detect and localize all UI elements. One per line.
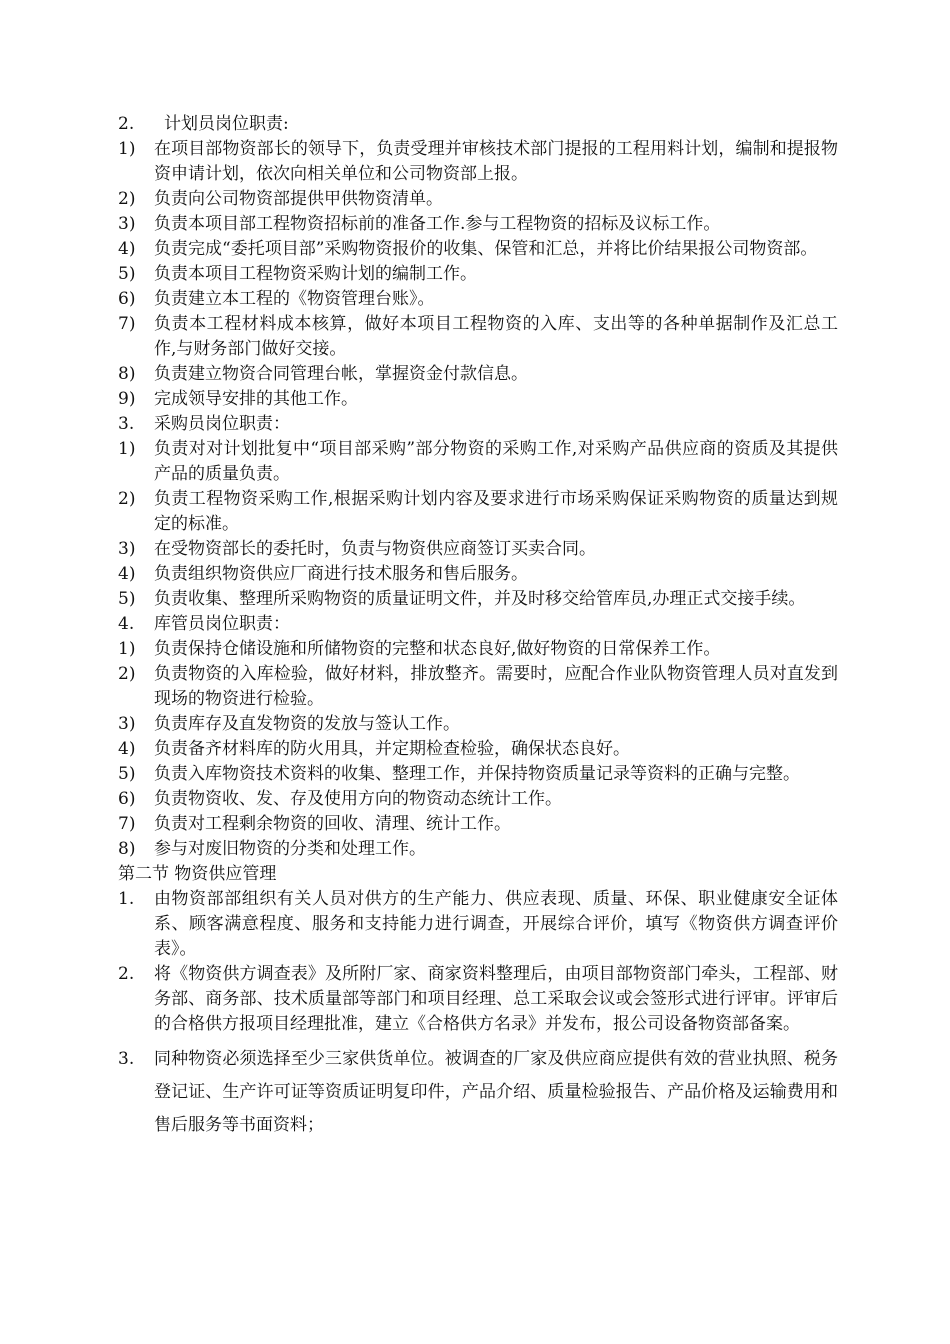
item-number: 2. (118, 964, 135, 984)
section-heading-planner (118, 112, 838, 137)
item-text: 负责入库物资技术资料的收集、整理工作，并保持物资质量记录等资料的正确与完整。 (154, 764, 800, 784)
item-text: 负责组织物资供应厂商进行技术服务和售后服务。 (154, 564, 528, 584)
item-text: 负责物资的入库检验，做好材料，排放整齐。需要时，应配合作业队物资管理人员对直发到现场的物资进行检验。 (154, 664, 838, 709)
item-text: 负责库存及直发物资的发放与签认工作。 (154, 714, 460, 734)
item-text: 同种物资必须选择至少三家供货单位。被调查的厂家及供应商应提供有效的营业执照、税务登记证、生产许可证等资质证明复印件，产品介绍、质量检验报告、产品价格及运输费用和售后服务等书面资料； (154, 1049, 838, 1135)
list-item (118, 637, 838, 662)
item-text: 负责备齐材料库的防火用具，并定期检查检验，确保状态良好。 (154, 739, 630, 759)
item-number: 5) (118, 764, 136, 784)
item-number: 4) (118, 739, 136, 759)
item-text: 负责保持仓储设施和所储物资的完整和状态良好,做好物资的日常保养工作。 (154, 639, 721, 659)
item-number: 4) (118, 239, 136, 259)
item-text: 负责工程物资采购工作,根据采购计划内容及要求进行市场采购保证采购物资的质量达到规定的标准。 (154, 489, 838, 534)
list-item (118, 1043, 838, 1142)
item-number: 6) (118, 789, 136, 809)
section-title: 采购员岗位职责： (154, 414, 290, 434)
item-text: 完成领导安排的其他工作。 (154, 389, 358, 409)
list-item (118, 712, 838, 737)
list-item (118, 487, 838, 537)
item-text: 负责物资收、发、存及使用方向的物资动态统计工作。 (154, 789, 562, 809)
item-number: 2) (118, 189, 136, 209)
item-number: 1) (118, 639, 136, 659)
item-text: 参与对废旧物资的分类和处理工作。 (154, 839, 426, 859)
list-item (118, 962, 838, 1037)
list-item (118, 187, 838, 212)
list-item (118, 787, 838, 812)
list-item (118, 587, 838, 612)
list-item (118, 437, 838, 487)
list-item (118, 662, 838, 712)
section-number: 4. (118, 614, 135, 634)
item-number: 9) (118, 389, 136, 409)
item-text: 负责建立物资合同管理台帐，掌握资金付款信息。 (154, 364, 528, 384)
item-text: 负责收集、整理所采购物资的质量证明文件，并及时移交给管库员,办理正式交接手续。 (154, 589, 806, 609)
list-item (118, 837, 838, 862)
item-number: 8) (118, 364, 136, 384)
item-text: 负责本项目工程物资采购计划的编制工作。 (154, 264, 477, 284)
item-number: 7) (118, 814, 136, 834)
item-text: 负责完成“委托项目部”采购物资报价的收集、保管和汇总，并将比价结果报公司物资部。 (154, 239, 818, 259)
item-text: 在受物资部长的委托时，负责与物资供应商签订买卖合同。 (154, 539, 596, 559)
list-item (118, 237, 838, 262)
item-number: 2) (118, 664, 136, 684)
list-item (118, 887, 838, 962)
item-text: 负责本项目部工程物资招标前的准备工作.参与工程物资的招标及议标工作。 (154, 214, 721, 234)
item-number: 2) (118, 489, 136, 509)
item-number: 6) (118, 289, 136, 309)
list-item (118, 362, 838, 387)
item-number: 3. (118, 1049, 135, 1069)
item-text: 负责对工程剩余物资的回收、清理、统计工作。 (154, 814, 511, 834)
item-number: 7) (118, 314, 136, 334)
list-item (118, 212, 838, 237)
planner-duties-list (118, 137, 838, 412)
section-number: 3. (118, 414, 135, 434)
item-number: 3) (118, 214, 136, 234)
supply-management-list (118, 887, 838, 1142)
item-number: 5) (118, 264, 136, 284)
item-number: 1) (118, 439, 136, 459)
section-heading-purchaser (118, 412, 838, 437)
item-number: 3) (118, 539, 136, 559)
item-text: 由物资部部组织有关人员对供方的生产能力、供应表现、质量、环保、职业健康安全证体系、顾客满意程度、服务和支持能力进行调查，开展综合评价，填写《物资供方调查评价表》。 (154, 889, 838, 959)
section-title: 库管员岗位职责： (154, 614, 290, 634)
item-text: 负责向公司物资部提供甲供物资清单。 (154, 189, 443, 209)
item-text: 负责对对计划批复中“项目部采购”部分物资的采购工作,对采购产品供应商的资质及其提供产品的质量负责。 (154, 439, 838, 484)
item-number: 4) (118, 564, 136, 584)
item-number: 3) (118, 714, 136, 734)
list-item (118, 312, 838, 362)
list-item (118, 562, 838, 587)
item-text: 将《物资供方调查表》及所附厂家、商家资料整理后，由项目部物资部门牵头，工程部、财务部、商务部、技术质量部等部门和项目经理、总工采取会议或会签形式进行评审。评审后的合格供方报项目经理批准，建立《合格供方名录》并发布，报公司设备物资部备案。 (154, 964, 838, 1034)
section-number: 2. (118, 114, 135, 134)
section-title: 计划员岗位职责: (164, 114, 289, 134)
list-item (118, 387, 838, 412)
list-item (118, 737, 838, 762)
item-text: 负责本工程材料成本核算，做好本项目工程物资的入库、支出等的各种单据制作及汇总工作,与财务部门做好交接。 (154, 314, 838, 359)
document-body (118, 112, 838, 1142)
item-number: 8) (118, 839, 136, 859)
item-number: 5) (118, 589, 136, 609)
chapter-section-title: 第二节 物资供应管理 (118, 864, 277, 884)
item-text: 负责建立本工程的《物资管理台账》。 (154, 289, 435, 309)
item-number: 1. (118, 889, 135, 909)
purchaser-duties-list (118, 437, 838, 612)
list-item (118, 762, 838, 787)
list-item (118, 287, 838, 312)
list-item (118, 262, 838, 287)
section-heading-storekeeper (118, 612, 838, 637)
item-text: 在项目部物资部长的领导下，负责受理并审核技术部门提报的工程用料计划，编制和提报物资申请计划，依次向相关单位和公司物资部上报。 (154, 139, 838, 184)
storekeeper-duties-list (118, 637, 838, 862)
list-item (118, 137, 838, 187)
item-number: 1) (118, 139, 136, 159)
list-item (118, 537, 838, 562)
list-item (118, 812, 838, 837)
